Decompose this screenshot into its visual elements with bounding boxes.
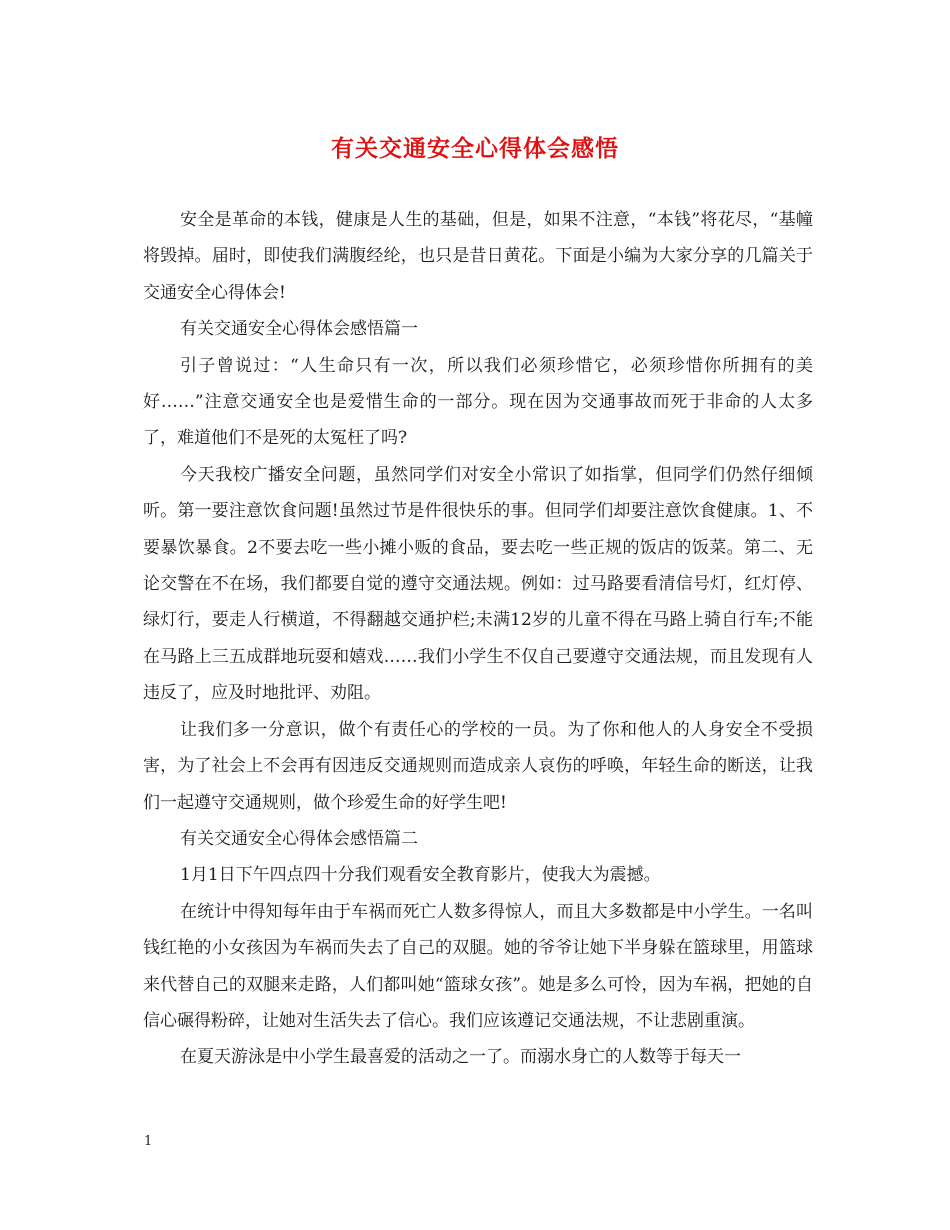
document-body — [143, 202, 813, 1076]
section-heading-2: 有关交通安全心得体会感悟篇二 — [180, 828, 418, 849]
paragraph-intro: 安全是革命的本钱，健康是人生的基础，但是，如果不注意，“本钱”将花尽，“基幢将毁掉。届时，即使我们满腹经纶，也只是昔日黄花。下面是小编为大家分享的几篇关于交通安全心得体会! — [143, 210, 813, 303]
section-heading-1: 有关交通安全心得体会感悟篇一 — [180, 319, 418, 340]
paragraph: 在统计中得知每年由于车祸而死亡人数多得惊人，而且大多数都是中小学生。一名叫钱红艳的小女孩因为车祸而失去了自己的双腿。她的爷爷让她下半身躲在篮球里，用篮球来代替自己的双腿来走路，人们都叫她“篮球女孩”。她是多么可怜，因为车祸，把她的自信心碾得粉碎，让她对生活失去了信心。我们应该遵记交通法规，不让悲剧重演。 — [143, 901, 813, 1031]
paragraph: 1月1日下午四点四十分我们观看安全教育影片，使我大为震撼。 — [180, 865, 661, 886]
paragraph: 今天我校广播安全问题，虽然同学们对安全小常识了如指掌，但同学们仍然仔细倾听。第一要注意饮食问题!虽然过节是件很快乐的事。但同学们却要注意饮食健康。1、不要暴饮暴食。2不要去吃一些小摊小贩的食品，要去吃一些正规的饭店的饭菜。第二、无论交警在不在场，我们都要自觉的遵守交通法规。例如：过马路要看清信号灯，红灯停、绿灯行，要走人行横道，不得翻越交通护栏;未满12岁的儿童不得在马路上骑自行车;不能在马路上三五成群地玩耍和嬉戏……我们小学生不仅自己要遵守交通法规，而且发现有人违反了，应及时地批评、劝阻。 — [143, 464, 813, 704]
paragraph: 在夏天游泳是中小学生最喜爱的活动之一了。而溺水身亡的人数等于每天一 — [180, 1047, 741, 1068]
paragraph: 让我们多一分意识，做个有责任心的学校的一员。为了你和他人的人身安全不受损害，为了社会上不会再有因违反交通规则而造成亲人哀伤的呼唤，年轻生命的断送，让我们一起遵守交通规则，做个珍爱生命的好学生吧! — [143, 719, 813, 813]
document-title: 有关交通安全心得体会感悟 — [331, 135, 619, 162]
paragraph: 引子曾说过：“人生命只有一次，所以我们必须珍惜它，必须珍惜你所拥有的美好……”注意交通安全也是爱惜生命的一部分。现在因为交通事故而死于非命的人太多了，难道他们不是死的太冤枉了吗? — [143, 355, 813, 449]
page-number: 1 — [144, 1134, 153, 1149]
